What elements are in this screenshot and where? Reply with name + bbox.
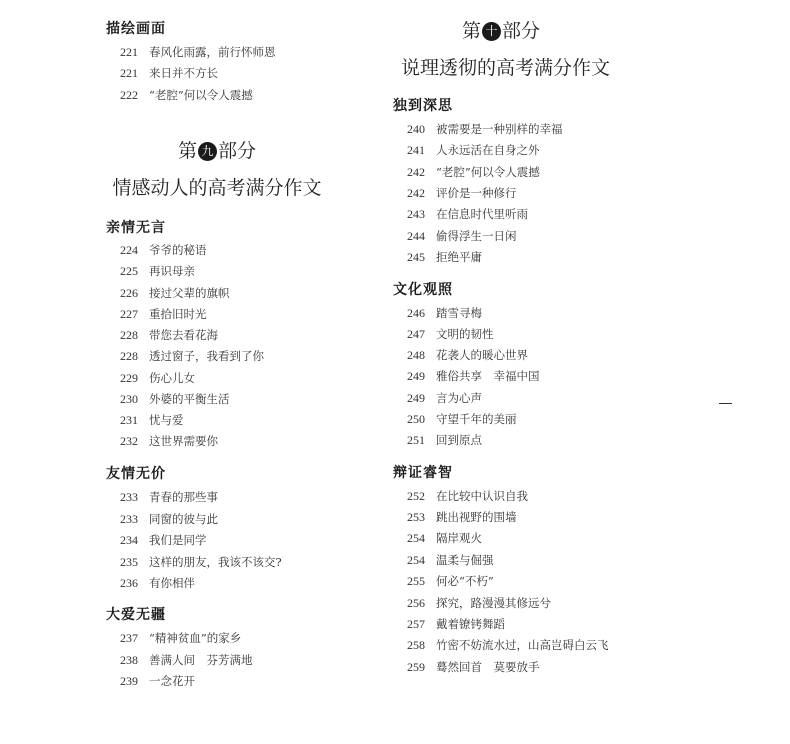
toc-entry[interactable] <box>120 263 195 279</box>
toc-entry[interactable] <box>120 652 253 668</box>
toc-entry[interactable] <box>407 432 482 448</box>
part-title <box>401 16 601 43</box>
entry-page: 226 <box>120 286 138 300</box>
entry-title: 文明的韧性 <box>436 327 494 341</box>
toc-entry[interactable] <box>407 206 528 222</box>
entry-page: 232 <box>120 434 138 448</box>
entry-page: 224 <box>120 243 138 257</box>
toc-entry[interactable] <box>120 242 207 258</box>
part-subtitle: 情感动人的高考满分作文 <box>112 177 322 199</box>
entry-page: 234 <box>120 533 138 547</box>
toc-entry[interactable] <box>407 552 494 568</box>
entry-page: 227 <box>120 307 138 321</box>
toc-entry[interactable] <box>120 511 218 527</box>
toc-entry[interactable] <box>407 411 517 427</box>
toc-entry[interactable] <box>407 185 517 201</box>
entry-title: 人永远活在自身之外 <box>436 143 540 157</box>
entry-title: 被需要是一种别样的幸福 <box>436 122 563 136</box>
entry-title: 跳出视野的围墙 <box>436 510 517 524</box>
entry-page: 221 <box>120 66 138 80</box>
entry-title: 温柔与倔强 <box>436 553 494 567</box>
part-suffix: 部分 <box>218 140 257 162</box>
entry-title: 有你相伴 <box>149 576 195 590</box>
section-heading: 亲情无言 <box>106 220 166 236</box>
part-prefix: 第 <box>177 140 197 162</box>
entry-title: 外婆的平衡生活 <box>149 392 230 406</box>
entry-title: 拒绝平庸 <box>436 250 482 264</box>
entry-page: 248 <box>407 348 425 362</box>
entry-title: 戴着镣铐舞蹈 <box>436 617 505 631</box>
entry-page: 259 <box>407 660 425 674</box>
entry-page: 242 <box>407 165 425 179</box>
entry-title: 善满人间 芬芳满地 <box>149 653 253 667</box>
entry-title: 这世界需要你 <box>149 434 218 448</box>
toc-entry[interactable] <box>407 142 540 158</box>
toc-entry[interactable] <box>407 305 482 321</box>
entry-page: 254 <box>407 531 425 545</box>
entry-page: 255 <box>407 574 425 588</box>
toc-entry[interactable] <box>120 370 195 386</box>
entry-title: “精神贫血”的家乡 <box>149 631 242 645</box>
part-number-badge: 十 <box>482 22 501 41</box>
entry-title: 来日并不方长 <box>149 66 218 80</box>
entry-title: 忧与爱 <box>149 413 184 427</box>
page-edge-mark <box>719 403 732 404</box>
toc-entry[interactable] <box>120 532 207 548</box>
toc-entry[interactable] <box>407 659 540 675</box>
entry-page: 240 <box>407 122 425 136</box>
toc-entry[interactable] <box>120 44 276 60</box>
entry-title: 重拾旧时光 <box>149 307 207 321</box>
toc-entry[interactable] <box>120 285 230 301</box>
part-number-badge: 九 <box>198 142 217 161</box>
toc-entry[interactable] <box>120 630 241 646</box>
entry-page: 252 <box>407 489 425 503</box>
entry-title: “老腔”何以令人震撼 <box>149 88 253 102</box>
entry-title: 带您去看花海 <box>149 328 218 342</box>
toc-entry[interactable] <box>120 412 184 428</box>
toc-entry[interactable] <box>407 616 505 632</box>
entry-page: 233 <box>120 490 138 504</box>
entry-page: 230 <box>120 392 138 406</box>
entry-page: 254 <box>407 553 425 567</box>
entry-page: 256 <box>407 596 425 610</box>
part-ten-header <box>401 16 611 80</box>
toc-entry[interactable] <box>407 121 563 137</box>
entry-page: 229 <box>120 371 138 385</box>
entry-page: 257 <box>407 617 425 631</box>
entry-title: 评价是一种修行 <box>436 186 517 200</box>
section-heading: 描绘画面 <box>106 21 166 37</box>
entry-title: 我们是同学 <box>149 533 207 547</box>
entry-page: 249 <box>407 369 425 383</box>
toc-entry[interactable] <box>120 433 218 449</box>
entry-title: 雅俗共享 幸福中国 <box>436 369 540 383</box>
entry-page: 222 <box>120 88 138 102</box>
entry-page: 228 <box>120 349 138 363</box>
entry-title: 探究，路漫漫其修远兮 <box>436 596 551 610</box>
entry-page: 249 <box>407 391 425 405</box>
entry-page: 233 <box>120 512 138 526</box>
entry-page: 228 <box>120 328 138 342</box>
entry-page: 250 <box>407 412 425 426</box>
entry-title: 蓦然回首 莫要放手 <box>436 660 540 674</box>
toc-entry[interactable] <box>407 637 609 653</box>
entry-title: 青春的那些事 <box>149 490 218 504</box>
toc-entry[interactable] <box>407 249 482 265</box>
part-suffix: 部分 <box>502 20 541 42</box>
entry-page: 237 <box>120 631 138 645</box>
entry-title: 春风化雨露，前行怀师恩 <box>149 45 276 59</box>
entry-page: 246 <box>407 306 425 320</box>
toc-entry[interactable] <box>407 488 528 504</box>
entry-page: 245 <box>407 250 425 264</box>
entry-page: 243 <box>407 207 425 221</box>
toc-entry[interactable] <box>407 228 517 244</box>
entry-page: 236 <box>120 576 138 590</box>
toc-entry[interactable] <box>407 390 482 406</box>
entry-title: 伤心儿女 <box>149 371 195 385</box>
entry-page: 235 <box>120 555 138 569</box>
toc-entry[interactable] <box>407 509 517 525</box>
entry-page: 231 <box>120 413 138 427</box>
toc-entry[interactable] <box>407 573 494 589</box>
entry-title: 在信息时代里听雨 <box>436 207 528 221</box>
toc-entry[interactable] <box>120 554 282 570</box>
toc-entry[interactable] <box>407 530 482 546</box>
entry-page: 251 <box>407 433 425 447</box>
entry-title: 何必“不朽” <box>436 574 494 588</box>
entry-page: 221 <box>120 45 138 59</box>
section-heading: 文化观照 <box>393 282 453 298</box>
entry-title: 透过窗子，我看到了你 <box>149 349 264 363</box>
entry-title: 一念花开 <box>149 674 195 688</box>
toc-entry[interactable] <box>407 164 540 180</box>
entry-title: 竹密不妨流水过，山高岂碍白云飞 <box>436 638 609 652</box>
entry-title: 踏雪寻梅 <box>436 306 482 320</box>
part-prefix: 第 <box>461 20 481 42</box>
toc-entry[interactable] <box>120 327 218 343</box>
entry-title: 言为心声 <box>436 391 482 405</box>
entry-title: 守望千年的美丽 <box>436 412 517 426</box>
toc-entry[interactable] <box>120 65 218 81</box>
entry-page: 225 <box>120 264 138 278</box>
toc-entry[interactable] <box>120 673 195 689</box>
entry-title: 爷爷的秘语 <box>149 243 207 257</box>
part-title <box>106 136 328 163</box>
entry-title: “老腔”何以令人震撼 <box>436 165 540 179</box>
entry-title: 回到原点 <box>436 433 482 447</box>
toc-entry[interactable] <box>407 326 494 342</box>
section-heading: 独到深思 <box>393 98 453 114</box>
section-heading: 友情无价 <box>106 466 166 482</box>
entry-page: 242 <box>407 186 425 200</box>
entry-page: 258 <box>407 638 425 652</box>
entry-title: 隔岸观火 <box>436 531 482 545</box>
entry-page: 238 <box>120 653 138 667</box>
entry-page: 239 <box>120 674 138 688</box>
part-nine-header <box>106 136 328 200</box>
entry-page: 244 <box>407 229 425 243</box>
toc-entry[interactable] <box>120 575 195 591</box>
entry-title: 花袭人的暖心世界 <box>436 348 528 362</box>
entry-title: 再识母亲 <box>149 264 195 278</box>
entry-title: 同窗的彼与此 <box>149 512 218 526</box>
entry-page: 247 <box>407 327 425 341</box>
toc-entry[interactable] <box>120 87 253 103</box>
entry-page: 241 <box>407 143 425 157</box>
toc-entry[interactable] <box>407 595 551 611</box>
entry-title: 接过父辈的旗帜 <box>149 286 230 300</box>
toc-entry[interactable] <box>120 391 230 407</box>
section-heading: 辩证睿智 <box>393 465 453 481</box>
toc-entry[interactable] <box>120 306 207 322</box>
part-subtitle: 说理透彻的高考满分作文 <box>401 57 611 79</box>
entry-title: 这样的朋友，我该不该交? <box>149 555 282 569</box>
toc-entry[interactable] <box>120 489 218 505</box>
entry-title: 偷得浮生一日闲 <box>436 229 517 243</box>
entry-page: 253 <box>407 510 425 524</box>
toc-entry[interactable] <box>407 368 540 384</box>
section-heading: 大爱无疆 <box>106 607 166 623</box>
entry-title: 在比较中认识自我 <box>436 489 528 503</box>
toc-entry[interactable] <box>407 347 528 363</box>
toc-entry[interactable] <box>120 348 264 364</box>
